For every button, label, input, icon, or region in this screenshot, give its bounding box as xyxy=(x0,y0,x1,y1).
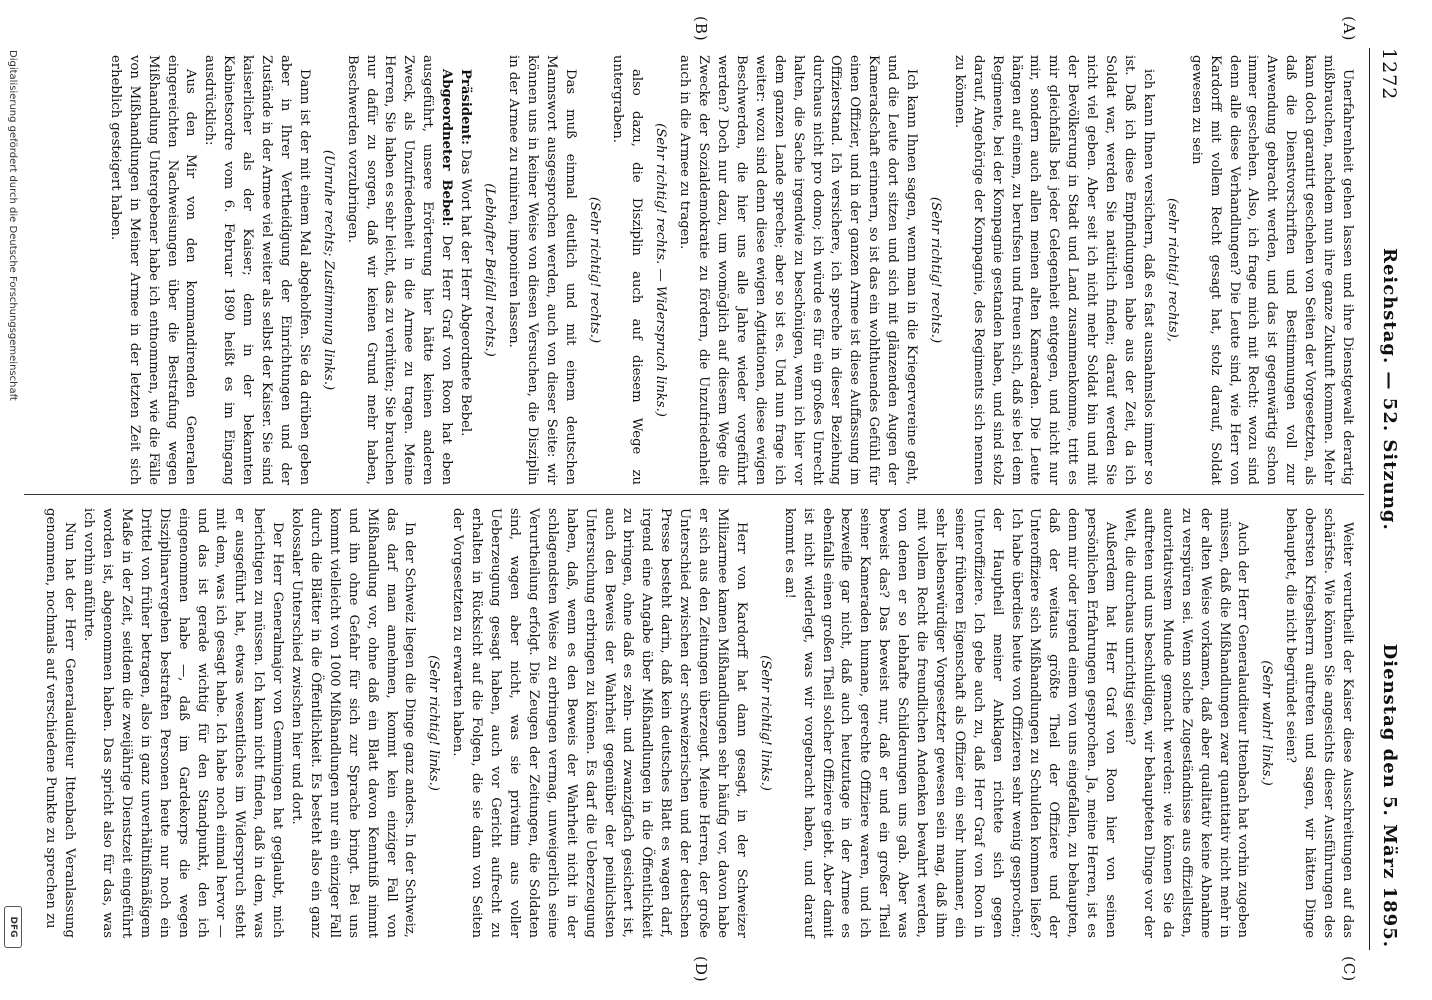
interjection: (Sehr richtig! rechts.) xyxy=(586,196,602,344)
dfg-logo: DFG xyxy=(4,906,22,948)
header-rule xyxy=(1369,48,1370,950)
paragraph: Aus den Mir von den kommandirenden Generalen eingereichten Nachweisungen über die Bestrafung wegen Mißhandlung Untergebener habe ich entnommen, wie die Fälle von Mißhandlungen in Meiner Armee in der letzten Zeit sich erheblich gesteigert haben. xyxy=(107,55,199,485)
speaker-name: Präsident: xyxy=(458,69,474,146)
interjection: (Sehr richtig! links.) xyxy=(757,655,773,791)
interjection: (Lebhafter Beifall rechts.) xyxy=(482,183,498,357)
page-header xyxy=(1372,48,1402,948)
paragraph xyxy=(455,55,474,485)
paragraph: Nun hat der Herr Generalauditeur Ittenbach Veranlassung genommen, nochmals auf verschiedene Punkte zu sprechen zu xyxy=(43,508,78,938)
margin-marker-c: (C) xyxy=(1340,956,1358,983)
interjection: (Sehr richtig! rechts.) xyxy=(927,196,943,344)
speech-text: Der Herr Graf von Roon hat eben ausgeführt, unsere Erörterung hier hätte keinen anderen Zweck, als Unzufriedenheit in die Armee zu tragen. Meine Herren, Sie haben es sehr leicht, das zu verhüten; Sie brauchen nur dafür zu sorgen, daß wir keinen Grund mehr haben, Beschwerden vorzubringen. xyxy=(344,55,455,485)
session-date: Dienstag den 5. März 1895. xyxy=(1379,643,1400,948)
margin-marker-b: (B) xyxy=(692,16,710,42)
interjection: (Sehr richtig! links.) xyxy=(426,655,442,791)
paragraph: ich kann Ihnen versichern, daß es fast ausnahmslos immer so ist. Daß ich diese Empfindungen habe aus der Zeit, da ich Soldat war, werden Sie natürlich finden; darauf werden Sie nicht viel geben. Aber seit ich nicht mehr Soldat bin und mit der Bevölkerung in Stadt und Land zusammenkomme, tritt es mir gleichfalls bei jeder Gelegenheit entgegen, und nicht nur mir, sondern auch allen meinen alten Kameraden. Die Leute hängen auf einem, zu berufsen und freuen sich, daß sie bei dem Regimente, bei der Kompagnie gestanden haben, und sind stolz darauf, Angehörige der Kompagnie, des Regiments sich nennen zu können. xyxy=(951,55,1156,485)
interjection: (Unruhe rechts; Zustimmung links.) xyxy=(320,149,336,391)
paragraph: Dann ist der mit einem Mal abgeholfen. Sie da drüben geben aber in Ihrer Vertheidigung der Einrichtungen und der Zustände in der Armee viel weiter als selbst der Kaiser. Sie sind kaiserlicher als der Kaiser; denn in der bekannten Kabinetsordre vom 6. Februar 1890 heißt es im Eingang ausdrücklich: xyxy=(202,55,312,485)
paragraph: also dazu, die Disziplin auch auf diesem Wege zu untergraben. xyxy=(610,55,645,485)
paragraph: Weiter verurtheilt der Kaiser diese Ausschreitungen auf das schärfste. Wie können Sie angesichts dieser Ausführungen des obersten Kriegsherrn auftreten und sagen, wir hätten Dinge behauptet, die nicht begründet seien? xyxy=(1283,508,1355,938)
margin-marker-a: (A) xyxy=(1340,16,1358,42)
interjection: (sehr richtig! rechts), xyxy=(1164,198,1180,342)
column-divider xyxy=(24,494,1364,495)
paragraph: Außerdem hat Herr Graf von Roon hier von seinen persönlichen Erfahrungen gesprochen. Ja, meine Herren, ist es denn mir oder irgend einem von uns eingefallen, zu behaupten, daß der weitaus größte Theil der Offiziere und der Unteroffiziere sich Mißhandlungen zu Schulden kommen ließe? Ich habe überdies heute von Offizieren sehr wenig gesprochen; der Hauptheil meiner Anklagen richtete sich gegen Unteroffiziere. Ich gebe auch zu, daß Herr Graf von Roon in seiner früheren Eigenschaft als Offizier ein sehr humaner, ein sehr liebenswürdiger Vorgesetzter gewesen sein mag, daß ihm mit vollem Recht die freundlichen Andenken bewahrt werden, von denen er so lebhafte Schilderungen uns gab. Aber was beweist das? Das beweist nur, daß er und ein großer Theil seiner Kameraden humane, gerechte Offiziere waren, und ich bezweifle gar nicht, daß auch heutzutage in der Armee es ebenfalls einen großen Theil solcher Offiziere giebt. Aber damit ist nicht widerlegt, was wir vorgebracht haben, und darauf kommt es an! xyxy=(781,508,1119,938)
speech-text: Das Wort hat der Herr Abgeordnete Bebel. xyxy=(458,149,474,437)
paragraph: In der Schweiz liegen die Dinge ganz anders. In der Schweiz, das darf man annehmen, kommt kein einziger Fall von Mißhandlung vor, ohne daß ein Blatt davon Kenntniß nimmt und ihn ohne Gefahr für sich zur Sprache bringt. Bei uns kommt vielleicht von 1000 Mißhandlungen nur ein einziger Fall durch die Blätter in die Öffentlichkeit. Es besteht also ein ganz kolossaler Unterschied zwischen hier und dort. xyxy=(289,508,418,938)
paragraph: Der Herr Generalmajor von Gemmingen hat geglaubt, mich berichtigen zu müssen. Ich kann nicht finden, daß in dem, was er ausgeführt hat, etwas wesentliches im Widerspruch steht mit dem, was ich gesagt habe. Ich habe noch einmal hervor — und das ist gerade wichtig für den Standpunkt, den ich eingenommen habe —, daß im Gardekorps die wegen Disziplinarvergehen bestraften Personen heute nur noch ein Drittel von früher betragen, also in ganz unverhältnißmäßigem Maße in der Zeit, seitdem die zweijährige Dienstzeit eingeführt worden ist, abgenommen haben. Das spricht also für das, was ich vorhin anführte. xyxy=(81,508,286,938)
page-number: 1272 xyxy=(1378,48,1400,101)
interjection: (Sehr richtig! rechts. — Widerspruch links.) xyxy=(653,123,669,417)
paragraph: Herr von Kardorff hat dann gesagt, in der Schweizer Milizarmee kamen Mißhandlungen sehr häufig vor, davon habe er sich aus den Zeitungen überzeugt. Meine Herren, der große Unterschied zwischen der schweizerischen und der deutschen Presse besteht darin, daß kein deutsches Blatt es wagen darf, irgend eine Angabe über Mißhandlungen in die Öffentlichkeit zu bringen, ohne daß es zehn- und zwanzigfach gesichert ist, auch den Beweis der Wahrheit gegenüber der peinlichsten Untersuchung erbringen zu können. Es darf die Ueberzeugung haben, daß, wenn es den Beweis der Wahrheit nicht in der schlagendsten Weise zu erbringen vermag, unweigerlich seine Verurtheilung erfolgt. Die Zeugen der Zeitungen, die Soldaten sind, wagen aber nicht, was sie privatim aus voller Ueberzeugung gesagt haben, auch vor Gericht aufrecht zu erhalten in Rücksicht auf die Folgen, die sie dann von Seiten der Vorgesetzten zu erwarten haben. xyxy=(450,508,749,938)
paragraph xyxy=(342,55,455,485)
interjection: (Sehr wahr! links.) xyxy=(1259,660,1275,786)
paragraph: Ich kann Ihnen sagen, wenn man in die Kriegervereine geht, und die Leute dort sitzen und sich mit glänzenden Augen der Kameradschaft erinnern, so ist das ein wohlthuendes Gefühl für einen Offizier, und in der ganzen Armee ist diese Auffassung im Offizierstand. Ich versichere, ich spreche in dieser Beziehung durchaus nicht pro domo; ich würde es für ein großes Unrecht halten, die Sache irgendwie zu beschönigen, wenn ich hier vor dem ganzen Lande spreche; aber so ist es. Und nun frage ich weiter: wozu sind denn diese ewigen Agitationen, diese ewigen Beschwerden, die hier uns alle Jahre wieder vorgeführt werden? Doch nur dazu, um womöglich auf diesem Wege die Zwecke der Sozialdemokratie zu fördern, die Unzufriedenheit auch in die Armee zu tragen. xyxy=(677,55,920,485)
left-text-column xyxy=(105,55,1356,485)
paragraph: Das muß einmal deutlich und mit einem deutschen Mannswort ausgesprochen werden, auch von dieser Seite: wir können uns in keiner Weise von diesen Versuchen, die Disziplin in der Armee zu ruiniren, imponiren lassen. xyxy=(505,55,578,485)
paragraph: Unerfahrenheit gehen lassen und ihre Dienstgewalt derartig mißbrauchen, nachdem nun ihre ganze Zukunft kommen. Mehr kann doch garantirt geschehen von Seiten der Vorgesetzten, als daß die Dienstvorschriften und Bestimmungen voll zur Anwendung gebracht werden, und das ist gegenwärtig schon immer geschehen. Also, ich frage mich mit Recht: wozu sind denn alle diese Verhandlungen? Die Leute sind, wie Herr von Kardorff mit vollem Recht gesagt hat, stolz darauf, Soldat gewesen zu sein xyxy=(1188,55,1355,485)
margin-marker-d: (D) xyxy=(692,956,710,983)
session-title: Reichstag. — 52. Sitzung. xyxy=(1379,248,1400,531)
speaker-name: Abgeordneter Bebel: xyxy=(439,69,455,227)
right-text-column xyxy=(40,508,1356,938)
paragraph: Auch der Herr Generalauditeur Ittenbach hat vorhin zugeben müssen, daß die Mißhandlungen zwar quantitativ nicht mehr in der alten Weise vorkamen, daß aber qualitativ keine Abnahme zu verspüren sei. Wenn solche Zugeständnisse aus offiziellsten, autoritativstem Munde gemacht werden: wie können Sie da auftreten und uns beschuldigen, wir behaupteten Dinge vor der Welt, die durchaus unrichtig seien? xyxy=(1122,508,1251,938)
dfg-watermark: Digitalisierung gefördert durch die Deutsche Forschungsgemeinschaft xyxy=(7,50,18,401)
